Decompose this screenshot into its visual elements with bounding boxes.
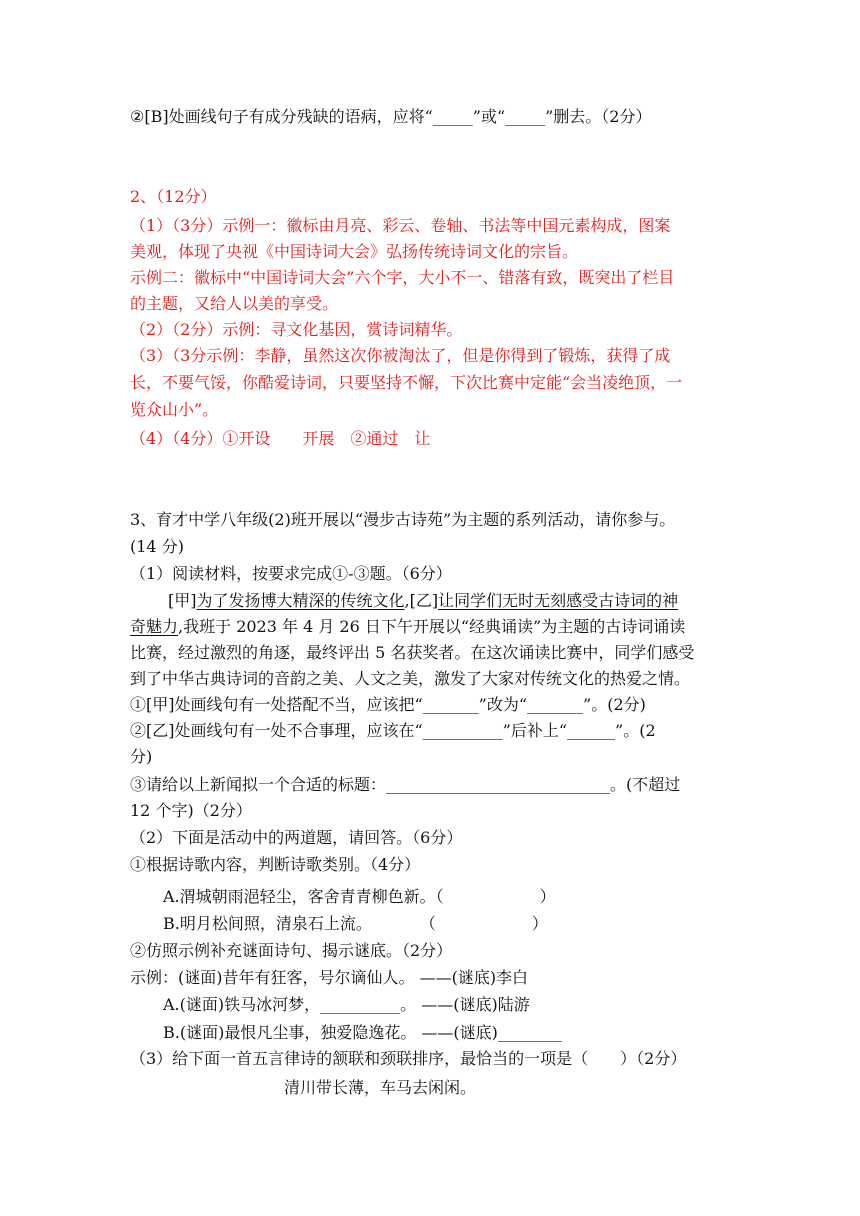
answer-3-line-1: （3）（3分示例：李静，虽然这次你被淘汰了，但是你得到了锻炼，获得了成 — [130, 346, 671, 365]
question-3-intro-line-2: (14 分) — [130, 537, 184, 556]
item-3-line-2: 12 个字)（2分） — [130, 801, 252, 820]
answer-1-line-3: 示例二：徽标中“中国诗词大会”六个字，大小不一、错落有致，既突出了栏目 — [130, 268, 675, 287]
material-line-2 — [130, 616, 685, 638]
answer-1-line-4: 的主题，又给人以美的享受。 — [130, 294, 339, 313]
part-2-item-1: ①根据诗歌内容，判断诗歌类别。（4分） — [130, 855, 421, 874]
question-3-intro-line-1: 3、育才中学八年级(2)班开展以“漫步古诗苑”为主题的系列活动，请你参与。 — [130, 510, 676, 529]
item-3-line-1: ③请给以上新闻拟一个合适的标题：____________________________。(不超过 — [130, 775, 681, 794]
material-line-2-rest: ,我班于 2023 年 4 月 26 日下午开展以“经典诵读”为主题的古诗词诵读 — [178, 617, 686, 636]
item-2-line-1: ②[乙]处画线句有一处不合事理，应该在“__________”后补上“______”。(2 — [130, 721, 656, 740]
question-item-b-removal: ②[B]处画线句子有成分残缺的语病，应将“_____”或“_____”删去。（2分） — [130, 107, 652, 126]
material-line-3: 比赛，经过激烈的角逐，最终评出 5 名获奖者。在这次诵读比赛中，同学们感受 — [130, 643, 695, 662]
material-line-4: 到了中华古典诗词的音韵之美、人文之美，激发了大家对传统文化的热爱之情。 — [130, 669, 691, 688]
jia-underlined-sentence: 为了发扬博大精深的传统文化 — [196, 591, 405, 610]
part-3-title: （3）给下面一首五言律诗的颔联和颈联排序，最恰当的一项是（ ）（2分） — [130, 1049, 687, 1068]
answer-2: （2）（2分）示例：寻文化基因，赏诗词精华。 — [130, 320, 463, 339]
riddle-b: B.(谜面)最恨凡尘事，独爱隐逸花。 ——(谜底)________ — [163, 1023, 562, 1042]
riddle-a: A.(谜面)铁马冰河梦，__________。 ——(谜底)陆游 — [163, 995, 530, 1014]
poem-option-b: B.明月松间照，清泉石上流。 （ ） — [163, 914, 548, 933]
item-2-line-2: 分) — [130, 747, 153, 766]
answer-3-line-3: 览众山小”。 — [130, 400, 219, 419]
poem-option-a: A.渭城朝雨浥轻尘，客舍青青柳色新。（ ） — [163, 887, 556, 906]
yi-underlined-sentence-b: 奇魅力 — [130, 617, 179, 636]
part-2-title: （2）下面是活动中的两道题，请回答。（6分） — [130, 828, 463, 847]
part-1-title: （1）阅读材料，按要求完成①-③题。（6分） — [130, 564, 452, 583]
poem-line: 清川带长薄，车马去闲闲。 — [284, 1078, 477, 1097]
part-2-item-2: ②仿照示例补充谜面诗句、揭示谜底。（2分） — [130, 941, 453, 960]
answer-1-line-1: （1）（3分）示例一：徽标由月亮、彩云、卷轴、书法等中国元素构成，图案 — [130, 216, 671, 235]
answer-3-line-2: 长，不要气馁，你酷爱诗词，只要坚持不懈，下次比赛中定能“会当凌绝顶，一 — [130, 373, 683, 392]
answer-4: （4）（4分）①开设 开展 ②通过 让 — [130, 429, 431, 448]
yi-underlined-sentence-a: 让同学们无时无刻感受古诗词的神 — [438, 591, 679, 610]
answer-1-line-2: 美观，体现了央视《中国诗词大会》弘扬传统诗词文化的宗旨。 — [130, 242, 579, 261]
material-line-1 — [168, 590, 678, 612]
jia-tag: [甲] — [168, 591, 197, 610]
answer-heading: 2、（12分） — [130, 187, 217, 206]
yi-tag: [乙] — [409, 591, 439, 610]
riddle-example: 示例：(谜面)昔年有狂客，号尔谪仙人。 ——(谜底)李白 — [130, 968, 529, 987]
item-1: ①[甲]处画线句有一处搭配不当，应该把“_______”改为“_______”。(2分) — [130, 695, 646, 714]
comma: , — [404, 591, 410, 610]
